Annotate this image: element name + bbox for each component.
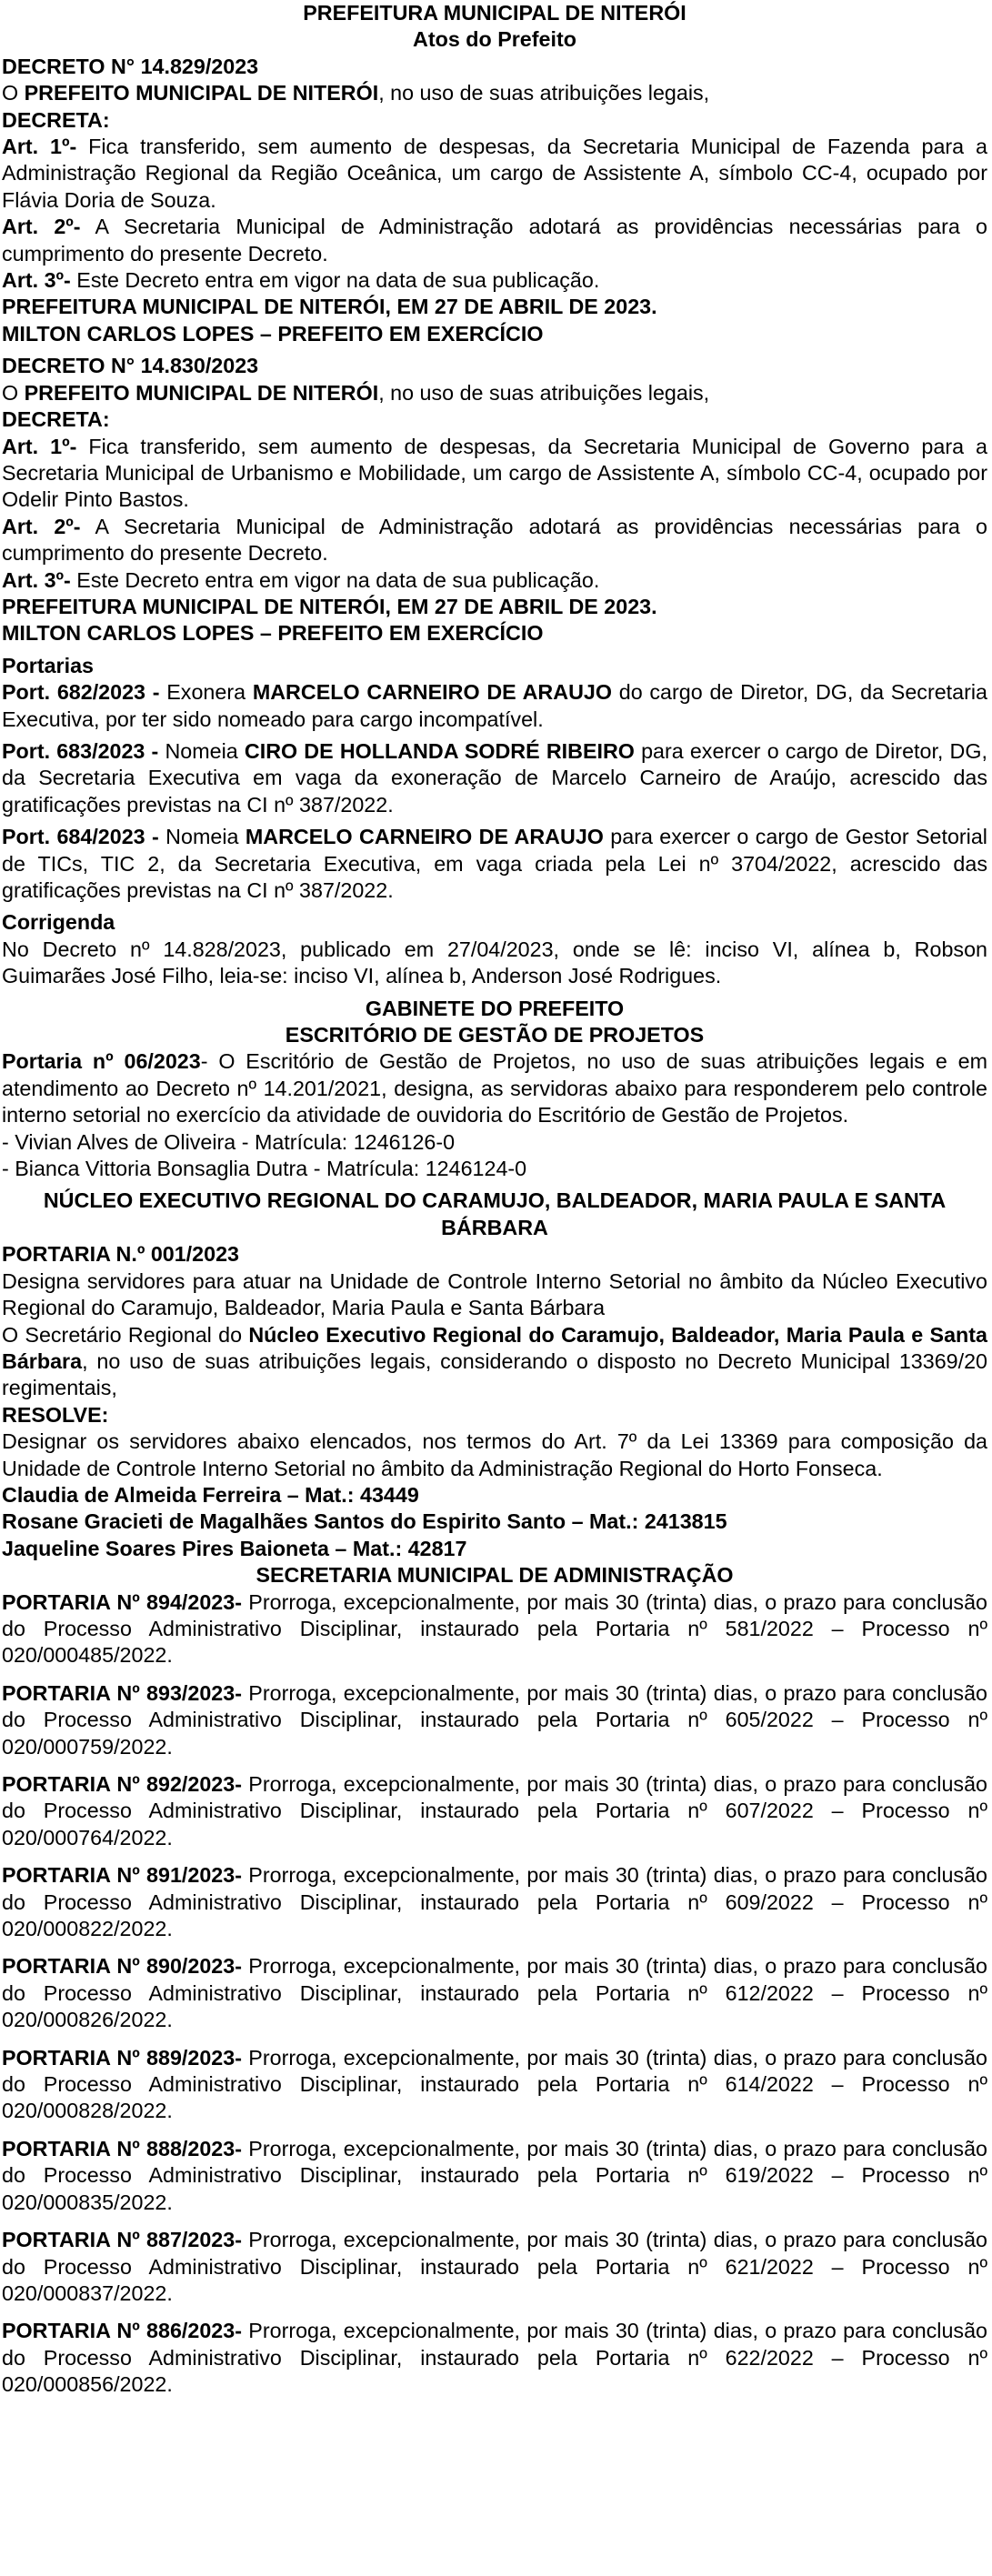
decreta-label: DECRETA: xyxy=(2,407,110,432)
list-item: Rosane Gracieti de Magalhães Santos do Espirito Santo – Mat.: 2413815 xyxy=(2,1509,727,1534)
sma-portaria: PORTARIA Nº 889/2023- Prorroga, excepcionalmente, por mais 30 (trinta) dias, o prazo para conclusão do Processo Administrativo Disciplinar, instaurado pela Portaria nº 614/2022 – Processo nº 020/000828/2022. xyxy=(2,2045,987,2123)
section-heading: Atos do Prefeito xyxy=(413,27,576,52)
sma-portaria: PORTARIA Nº 887/2023- Prorroga, excepcionalmente, por mais 30 (trinta) dias, o prazo para conclusão do Processo Administrativo Disciplinar, instaurado pela Portaria nº 621/2022 – Processo nº 020/000837/2022. xyxy=(2,2228,987,2305)
article-3: Art. 3º- Este Decreto entra em vigor na data de sua publicação. xyxy=(2,268,600,293)
sma-portaria: PORTARIA Nº 892/2023- Prorroga, excepcionalmente, por mais 30 (trinta) dias, o prazo para conclusão do Processo Administrativo Disciplinar, instaurado pela Portaria nº 607/2022 – Processo nº 020/000764/2022. xyxy=(2,1772,987,1849)
article-2: Art. 2º- A Secretaria Municipal de Administração adotará as providências necessárias para o cumprimento do presente Decreto. xyxy=(2,215,987,266)
portaria-title: PORTARIA N.º 001/2023 xyxy=(2,1242,239,1267)
decree-14829 xyxy=(2,54,987,347)
sma-section xyxy=(2,1562,987,2398)
decree-signature: MILTON CARLOS LOPES – PREFEITO EM EXERCÍCIO xyxy=(2,621,544,646)
sma-portaria-list xyxy=(2,1589,987,2399)
portaria-06-2023: Portaria nº 06/2023- O Escritório de Gestão de Projetos, no uso de suas atribuições legais e em atendimento ao Decreto nº 14.201/2021, designa, as servidoras abaixo para responderem pelo controle interno setorial no exercício da atividade de ouvidoria do Escritório de Gestão de Projetos. xyxy=(2,1049,987,1128)
decree-intro: O PREFEITO MUNICIPAL DE NITERÓI, no uso de suas atribuições legais, xyxy=(2,380,710,405)
decree-title: DECRETO N° 14.830/2023 xyxy=(2,354,259,378)
article-3: Art. 3º- Este Decreto entra em vigor na data de sua publicação. xyxy=(2,567,600,592)
nucleo-para-1: Designa servidores para atuar na Unidade de Controle Interno Setorial no âmbito da Núcleo Executivo Regional do Caramujo, Baldeador, Maria Paula e Santa Bárbara xyxy=(2,1268,987,1320)
list-item: - Vivian Alves de Oliveira - Matrícula: 1246126-0 xyxy=(2,1129,456,1154)
decree-intro: O PREFEITO MUNICIPAL DE NITERÓI, no uso de suas atribuições legais, xyxy=(2,81,710,105)
list-item: Jaqueline Soares Pires Baioneta – Mat.: 42817 xyxy=(2,1536,467,1560)
article-1: Art. 1º- Fica transferido, sem aumento de despesas, da Secretaria Municipal de Governo para a Secretaria Municipal de Urbanismo e Mobilidade, um cargo de Assistente A, símbolo CC-4, ocupado por Odelir Pinto Bastos. xyxy=(2,434,987,512)
portaria-683: Port. 683/2023 - Nomeia CIRO DE HOLLANDA SODRÉ RIBEIRO para exercer o cargo de Diretor, DG, da Secretaria Executiva em vaga da exoneração de Marcelo Carneiro de Araújo, acrescido das gratificações previstas na CI nº 387/2022. xyxy=(2,738,987,817)
nucleo-section xyxy=(2,1188,987,1562)
decree-14830 xyxy=(2,353,987,647)
sma-portaria: PORTARIA Nº 890/2023- Prorroga, excepcionalmente, por mais 30 (trinta) dias, o prazo para conclusão do Processo Administrativo Disciplinar, instaurado pela Portaria nº 612/2022 – Processo nº 020/000826/2022. xyxy=(2,1954,987,2032)
list-item: - Bianca Vittoria Bonsaglia Dutra - Matrícula: 1246124-0 xyxy=(2,1157,527,1181)
nucleo-para-3: Designar os servidores abaixo elencados, nos termos do Art. 7º da Lei 13369 para composição da Unidade de Controle Interno Setorial no âmbito da Administração Regional do Horto Fonseca. xyxy=(2,1429,987,1480)
resolve-label: RESOLVE: xyxy=(2,1402,109,1427)
gabinete-heading: GABINETE DO PREFEITO xyxy=(365,996,625,1020)
corrigenda-section xyxy=(2,909,987,989)
decree-date: PREFEITURA MUNICIPAL DE NITERÓI, EM 27 DE ABRIL DE 2023. xyxy=(2,594,657,618)
org-heading: PREFEITURA MUNICIPAL DE NITERÓI xyxy=(303,1,686,25)
sma-portaria: PORTARIA Nº 894/2023- Prorroga, excepcionalmente, por mais 30 (trinta) dias, o prazo para conclusão do Processo Administrativo Disciplinar, instaurado pela Portaria nº 581/2022 – Processo nº 020/000485/2022. xyxy=(2,1589,987,1668)
sma-portaria: PORTARIA Nº 888/2023- Prorroga, excepcionalmente, por mais 30 (trinta) dias, o prazo para conclusão do Processo Administrativo Disciplinar, instaurado pela Portaria nº 619/2022 – Processo nº 020/000835/2022. xyxy=(2,2136,987,2214)
portaria-684: Port. 684/2023 - Nomeia MARCELO CARNEIRO DE ARAUJO para exercer o cargo de Gestor Setorial de TICs, TIC 2, da Secretaria Executiva, em vaga criada pela Lei nº 3704/2022, acrescido das gratificações previstas na CI nº 387/2022. xyxy=(2,825,987,902)
decreta-label: DECRETA: xyxy=(2,107,110,132)
article-1: Art. 1º- Fica transferido, sem aumento de despesas, da Secretaria Municipal de Fazenda para a Administração Regional da Região Oceânica, um cargo de Assistente A, símbolo CC-4, ocupado por Flávia Doria de Souza. xyxy=(2,135,987,212)
list-item: Claudia de Almeida Ferreira – Mat.: 43449 xyxy=(2,1482,419,1507)
corrigenda-heading: Corrigenda xyxy=(2,910,115,935)
sma-portaria: PORTARIA Nº 893/2023- Prorroga, excepcionalmente, por mais 30 (trinta) dias, o prazo para conclusão do Processo Administrativo Disciplinar, instaurado pela Portaria nº 605/2022 – Processo nº 020/000759/2022. xyxy=(2,1680,987,1759)
portarias-section xyxy=(2,653,987,905)
decree-signature: MILTON CARLOS LOPES – PREFEITO EM EXERCÍCIO xyxy=(2,321,544,346)
sma-portaria: PORTARIA Nº 891/2023- Prorroga, excepcionalmente, por mais 30 (trinta) dias, o prazo para conclusão do Processo Administrativo Disciplinar, instaurado pela Portaria nº 609/2022 – Processo nº 020/000822/2022. xyxy=(2,1863,987,1941)
decree-date: PREFEITURA MUNICIPAL DE NITERÓI, EM 27 DE ABRIL DE 2023. xyxy=(2,295,657,319)
nucleo-para-2: O Secretário Regional do Núcleo Executivo Regional do Caramujo, Baldeador, Maria Paula e Santa Bárbara, no uso de suas atribuições legais, considerando o disposto no Decreto Municipal 13369/20 regimentais, xyxy=(2,1322,987,1400)
portaria-682: Port. 682/2023 - Exonera MARCELO CARNEIRO DE ARAUJO do cargo de Diretor, DG, da Secretaria Executiva, por ter sido nomeado para cargo incompatível. xyxy=(2,680,987,731)
escritorio-heading: ESCRITÓRIO DE GESTÃO DE PROJETOS xyxy=(285,1023,705,1047)
sma-portaria: PORTARIA Nº 886/2023- Prorroga, excepcionalmente, por mais 30 (trinta) dias, o prazo para conclusão do Processo Administrativo Disciplinar, instaurado pela Portaria nº 622/2022 – Processo nº 020/000856/2022. xyxy=(2,2319,987,2397)
sma-heading: SECRETARIA MUNICIPAL DE ADMINISTRAÇÃO xyxy=(256,1563,734,1588)
decree-title: DECRETO N° 14.829/2023 xyxy=(2,54,259,78)
nucleo-heading: NÚCLEO EXECUTIVO REGIONAL DO CARAMUJO, BALDEADOR, MARIA PAULA E SANTA BÁRBARA xyxy=(43,1188,947,1239)
gabinete-section xyxy=(2,996,987,1183)
article-2: Art. 2º- A Secretaria Municipal de Administração adotará as providências necessárias para o cumprimento do presente Decreto. xyxy=(2,514,987,566)
portarias-heading: Portarias xyxy=(2,653,95,677)
corrigenda-text: No Decreto nº 14.828/2023, publicado em 27/04/2023, onde se lê: inciso VI, alínea b, Robson Guimarães José Filho, leia-se: inciso VI, alínea b, Anderson José Rodrigues. xyxy=(2,937,987,988)
